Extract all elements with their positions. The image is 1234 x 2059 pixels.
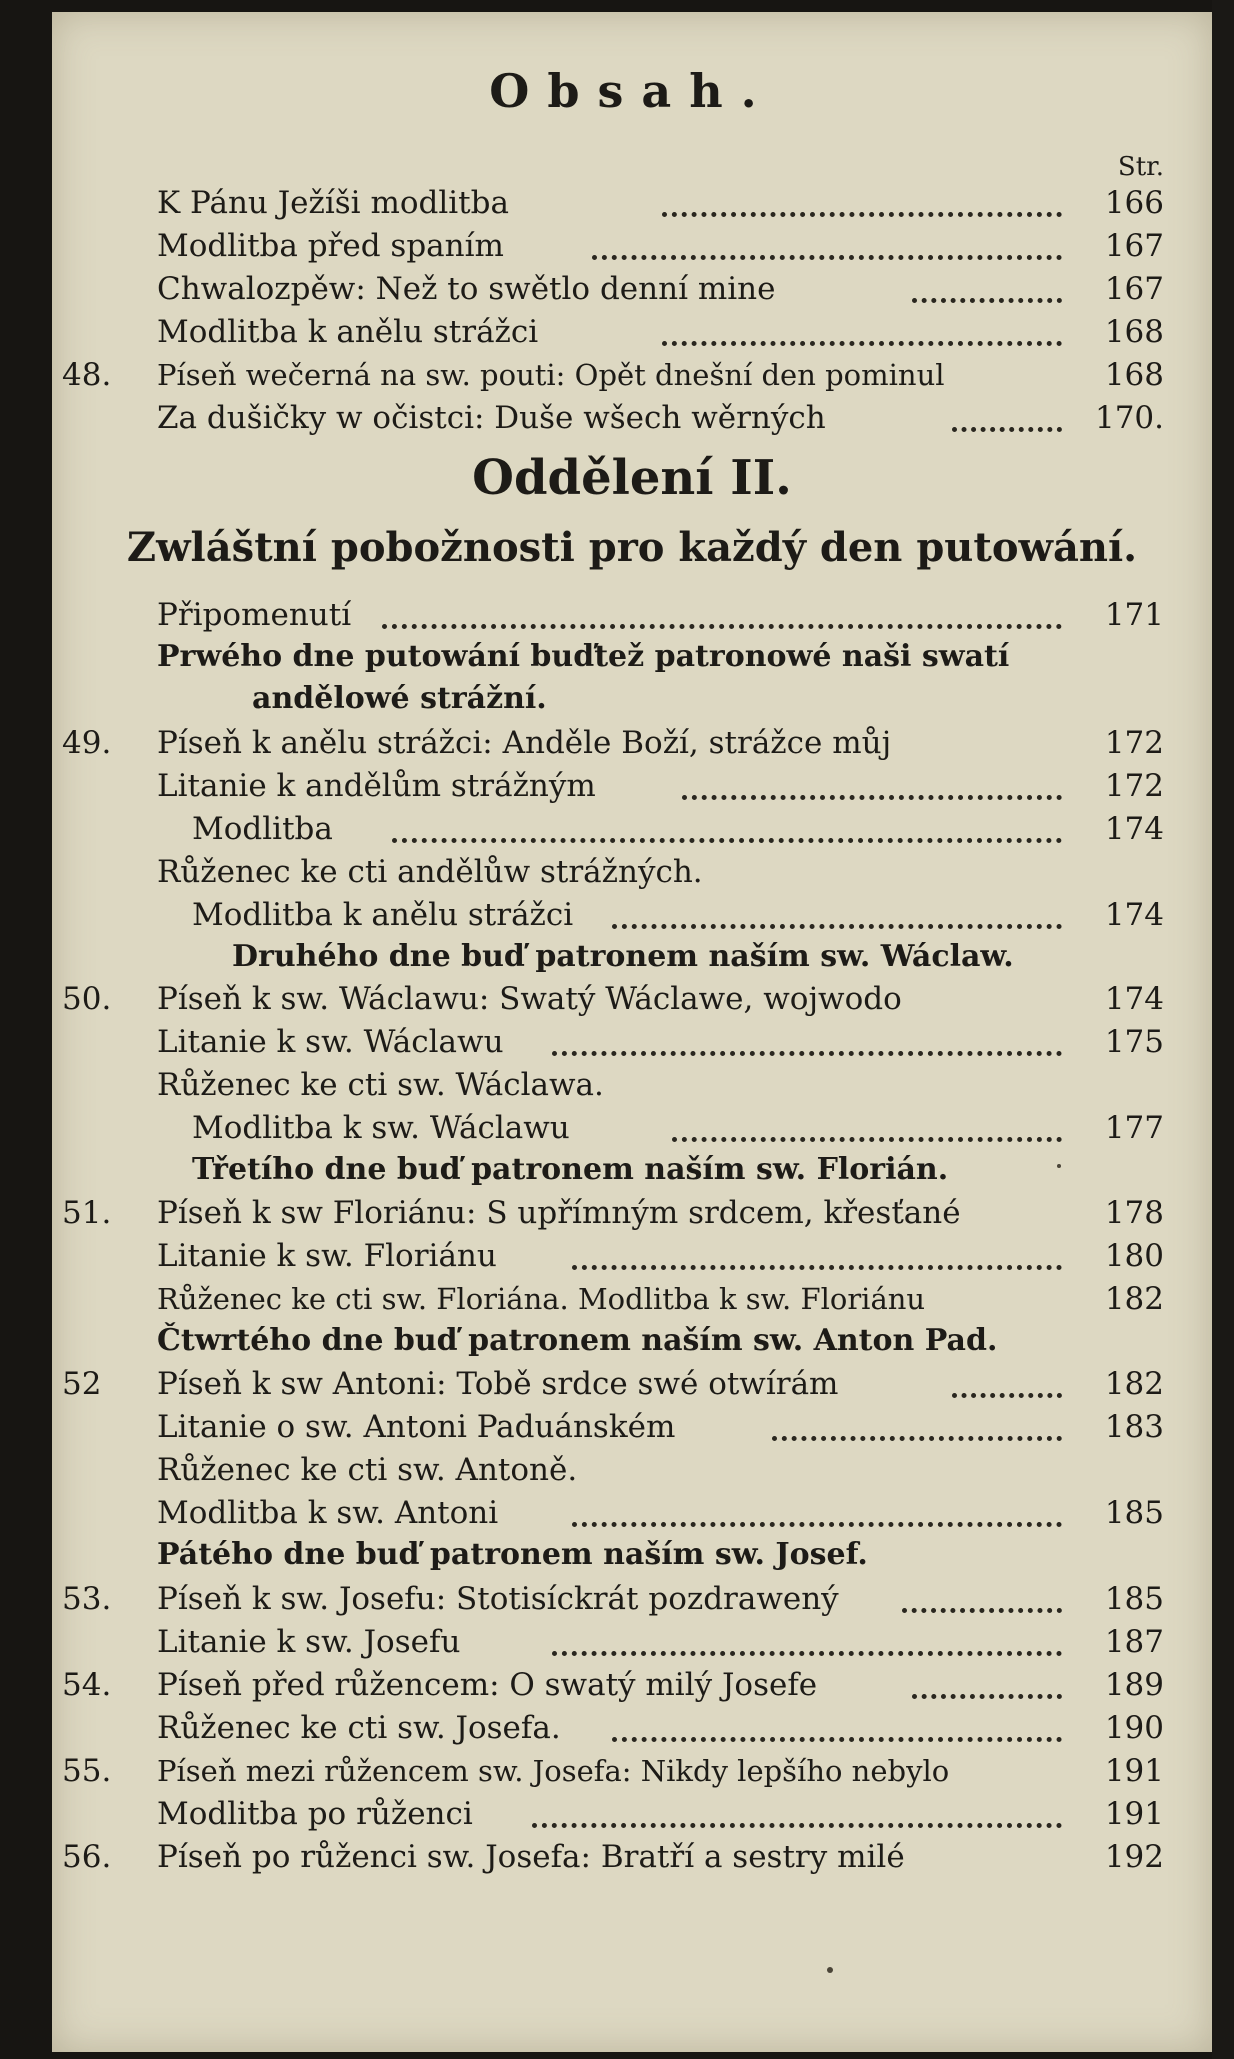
row-page: 189 xyxy=(1104,1667,1164,1703)
row-page: 177 xyxy=(1104,1110,1164,1146)
row-text: Píseň mezi růžencem sw. Josefa: Nikdy lepšího nebylo xyxy=(157,1754,950,1788)
toc-row xyxy=(52,311,1212,353)
row-page: 167 xyxy=(1104,271,1164,307)
row-number: 49. xyxy=(62,725,112,761)
row-page: 175 xyxy=(1104,1024,1164,1060)
toc-row xyxy=(52,594,1212,636)
row-text: Modlitba k sw. Wáclawu xyxy=(192,1110,570,1146)
row-page: 180 xyxy=(1104,1238,1164,1274)
row-page: 192 xyxy=(1104,1839,1164,1875)
leader-dots xyxy=(572,1223,1062,1270)
ink-speck xyxy=(1057,1164,1061,1168)
toc-row xyxy=(52,1793,1212,1835)
row-page: 166 xyxy=(1104,185,1164,221)
row-text: Modlitba po růženci xyxy=(157,1796,473,1832)
leader-dots xyxy=(612,882,1062,929)
leader-dots xyxy=(532,1781,1062,1828)
row-text: Litanie o sw. Antoni Paduánském xyxy=(157,1409,676,1445)
page-edge-shadow xyxy=(1212,0,1234,2059)
section-title: Oddělení II. xyxy=(472,450,792,506)
row-page: 191 xyxy=(1104,1796,1164,1832)
row-text: K Pánu Ježíši modlitba xyxy=(157,185,509,221)
row-page: 178 xyxy=(1104,1195,1164,1231)
row-text: Modlitba k anělu strážci xyxy=(192,897,574,933)
section-subtitle: Zwláštní pobožnosti pro každý den putowání. xyxy=(126,524,1138,571)
row-page: 168 xyxy=(1104,314,1164,350)
toc-row xyxy=(52,397,1212,439)
row-number: 55. xyxy=(62,1753,112,1789)
row-text: Píseň wečerná na sw. pouti: Opět dnešní den pominul xyxy=(157,358,945,392)
row-page: 171 xyxy=(1104,597,1164,633)
leader-dots xyxy=(552,1609,1062,1656)
row-text: Připomenutí xyxy=(157,597,352,633)
toc-row xyxy=(52,1235,1212,1277)
row-text: Růženec ke cti sw. Wáclawa. xyxy=(157,1067,604,1103)
row-text: Litanie k andělům strážným xyxy=(157,768,596,804)
row-text: Litanie k sw. Floriánu xyxy=(157,1238,497,1274)
row-page: 182 xyxy=(1104,1366,1164,1402)
row-page: 185 xyxy=(1104,1581,1164,1617)
leader-dots xyxy=(552,1009,1062,1056)
row-text: Modlitba před spaním xyxy=(157,228,504,264)
row-text: Píseň po růženci sw. Josefa: Bratří a sestry milé xyxy=(157,1839,905,1875)
leader-dots xyxy=(672,1095,1062,1142)
row-number: 50. xyxy=(62,981,112,1017)
paper-sheet xyxy=(52,12,1212,2052)
row-text: Píseň k sw Antoni: Tobě srdce swé otwírám xyxy=(157,1366,839,1402)
row-text: Píseň k sw Floriánu: S upřímným srdcem, křesťané xyxy=(157,1195,961,1231)
toc-row xyxy=(52,894,1212,936)
toc-row xyxy=(52,1021,1212,1063)
ink-speck xyxy=(827,1967,833,1973)
day-heading: Třetího dne buď patronem naším sw. Florián. xyxy=(192,1152,949,1187)
row-page: 174 xyxy=(1104,897,1164,933)
day-heading: Čtwrtého dne buď patronem naším sw. Anton Pad. xyxy=(157,1323,998,1358)
row-text: Za dušičky w očistci: Duše wšech wěrných xyxy=(157,400,826,436)
row-page: 172 xyxy=(1104,725,1164,761)
leader-dots xyxy=(902,1566,1062,1613)
row-page: 183 xyxy=(1104,1409,1164,1445)
row-page: 174 xyxy=(1104,811,1164,847)
day-heading: Druhého dne buď patronem naším sw. Wáclaw. xyxy=(232,939,1014,974)
row-text: Růženec ke cti andělůw strážných. xyxy=(157,854,703,890)
day-heading: Pátého dne buď patronem naším sw. Josef. xyxy=(157,1537,868,1572)
row-text: Litanie k sw. Josefu xyxy=(157,1624,461,1660)
row-page: 185 xyxy=(1104,1495,1164,1531)
toc-row xyxy=(52,1278,1212,1320)
row-text: Píseň před růžencem: O swatý milý Josefe xyxy=(157,1667,818,1703)
leader-dots xyxy=(952,385,1062,432)
row-number: 52 xyxy=(62,1366,102,1402)
row-text: Litanie k sw. Wáclawu xyxy=(157,1024,504,1060)
toc-row xyxy=(52,1492,1212,1534)
leader-dots xyxy=(572,1480,1062,1527)
leader-dots xyxy=(682,753,1062,800)
row-number: 51. xyxy=(62,1195,112,1231)
leader-dots xyxy=(392,796,1062,843)
row-number: 53. xyxy=(62,1581,112,1617)
leader-dots xyxy=(662,299,1062,346)
row-text: Píseň k sw. Josefu: Stotisíckrát pozdrawený xyxy=(157,1581,839,1617)
toc-row xyxy=(52,1836,1212,1878)
row-page: 182 xyxy=(1104,1281,1164,1317)
row-text: Růženec ke cti sw. Josefa. xyxy=(157,1710,561,1746)
row-text: Chwalozpěw: Než to swětlo denní mine xyxy=(157,271,776,307)
leader-dots xyxy=(592,213,1062,260)
toc-row xyxy=(52,808,1212,850)
row-text: Píseň k sw. Wáclawu: Swatý Wáclawe, wojwodo xyxy=(157,981,902,1017)
row-text: Růženec ke cti sw. Floriána. Modlitba k sw. Floriánu xyxy=(157,1282,926,1316)
row-text: Modlitba k anělu strážci xyxy=(157,314,539,350)
row-number: 56. xyxy=(62,1839,112,1875)
leader-dots xyxy=(772,1394,1062,1441)
row-number: 48. xyxy=(62,357,112,393)
row-page: 167 xyxy=(1104,228,1164,264)
day-heading-cont: andělowé strážní. xyxy=(252,681,547,716)
row-text: Píseň k anělu strážci: Anděle Boží, strážce můj xyxy=(157,725,892,761)
row-text: Růženec ke cti sw. Antoně. xyxy=(157,1452,578,1488)
leader-dots xyxy=(952,1351,1062,1398)
row-number: 54. xyxy=(62,1667,112,1703)
row-page: 170. xyxy=(1094,400,1164,436)
leader-dots xyxy=(662,170,1062,217)
leader-dots xyxy=(912,256,1062,303)
row-page: 168 xyxy=(1104,357,1164,393)
day-heading: Prwého dne putowání buďtež patronowé naši swatí xyxy=(157,639,1010,674)
row-page: 172 xyxy=(1104,768,1164,804)
row-text: Modlitba k sw. Antoni xyxy=(157,1495,499,1531)
row-text: Modlitba xyxy=(192,811,333,847)
toc-row xyxy=(52,1107,1212,1149)
row-page: 191 xyxy=(1104,1753,1164,1789)
leader-dots xyxy=(612,1695,1062,1742)
page-title: Obsah. xyxy=(489,64,775,118)
row-page: 174 xyxy=(1104,981,1164,1017)
row-page: 190 xyxy=(1104,1710,1164,1746)
toc-row xyxy=(52,1406,1212,1448)
leader-dots xyxy=(912,1652,1062,1699)
leader-dots xyxy=(382,582,1062,629)
row-page: 187 xyxy=(1104,1624,1164,1660)
toc-row xyxy=(52,1707,1212,1749)
page-column-label: Str. xyxy=(1117,152,1164,182)
